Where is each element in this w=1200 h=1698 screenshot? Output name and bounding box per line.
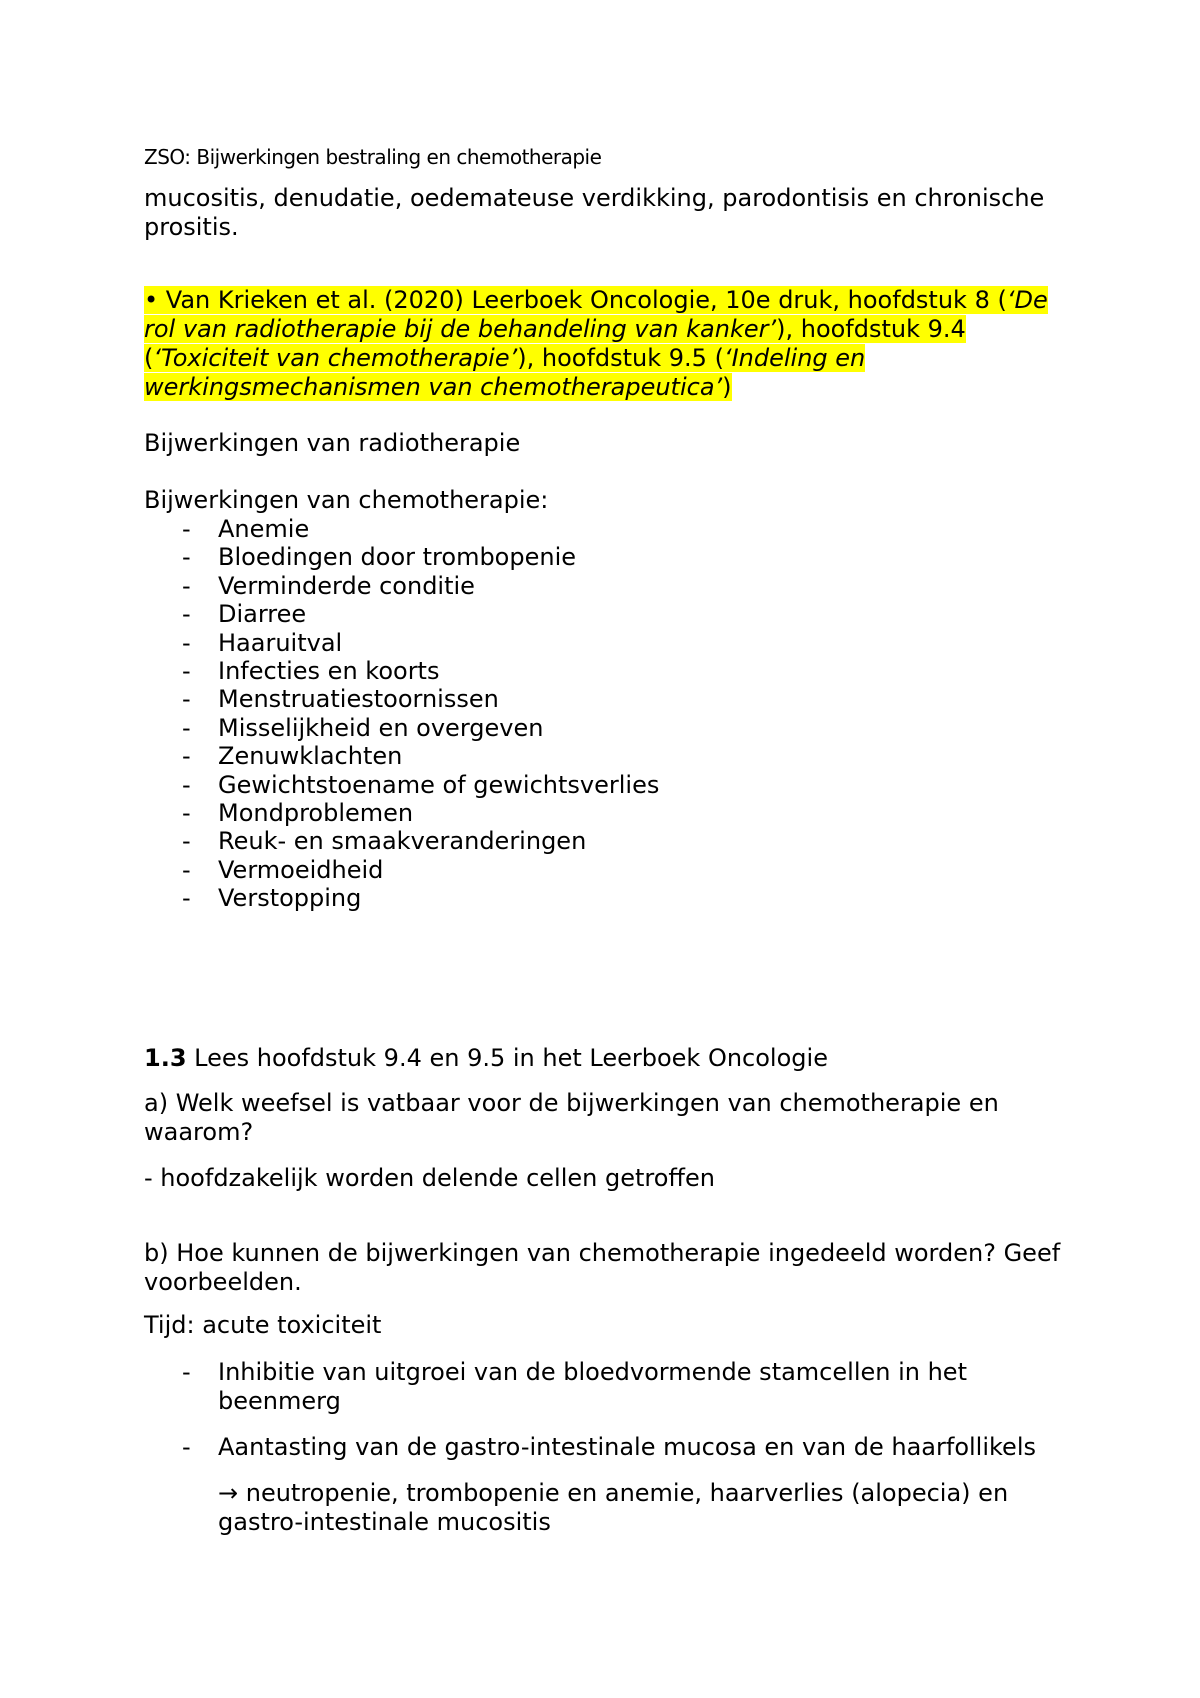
reference-paragraph [144, 286, 1074, 402]
list-item [144, 856, 1074, 884]
list-bullet: - [182, 628, 191, 657]
list-item-text: Verstopping [218, 884, 362, 913]
list-bullet: - [182, 600, 191, 629]
list-item [144, 884, 1074, 912]
reference-text: • Van Krieken et al. (2020) Leerboek Oncologie, 10e druk, hoofdstuk 8 (‘De rol van radiotherapie bij de behandeling van kanker’), hoofdstuk 9.4 (‘Toxiciteit van chemotherapie’), hoofdstuk 9.5 (‘Indeling en werkingsmechanismen van chemotherapeutica’) [144, 286, 1048, 401]
list-bullet: - [182, 1433, 191, 1461]
list-bullet: - [182, 515, 191, 543]
acute-item-text: Aantasting van de gastro-intestinale mucosa en van de haarfollikels [218, 1433, 1036, 1461]
page-title: ZSO: Bijwerkingen bestraling en chemotherapie [144, 145, 602, 169]
chemo-side-effects-list-wrap [144, 515, 1074, 913]
list-item-text: Haaruitval [218, 628, 343, 657]
section-number: 1.3 [144, 1044, 187, 1072]
question-a: a) Welk weefsel is vatbaar voor de bijwerkingen van chemotherapie en waarom? [144, 1089, 999, 1146]
arrow-icon: → [218, 1479, 239, 1507]
list-item [144, 543, 1074, 571]
intro-paragraph: mucositis, denudatie, oedemateuse verdikking, parodontisis en chronische prositis. [144, 184, 1045, 241]
answer-a: - hoofdzakelijk worden delende cellen getroffen [144, 1164, 715, 1192]
acute-item-1 [182, 1358, 1082, 1416]
list-item-text: Vermoeidheid [218, 855, 384, 884]
list-item [144, 515, 1074, 543]
list-bullet: - [182, 1358, 191, 1386]
list-bullet: - [182, 884, 191, 913]
list-item [144, 714, 1074, 742]
list-item [144, 742, 1074, 770]
list-item [144, 629, 1074, 657]
consequence-text: neutropenie, trombopenie en anemie, haarverlies (alopecia) en gastro-intestinale mucositis [218, 1479, 1009, 1536]
list-bullet: - [182, 742, 191, 771]
section-title: Lees hoofdstuk 9.4 en 9.5 in het Leerboek Oncologie [186, 1044, 828, 1072]
list-item [144, 657, 1074, 685]
chemotherapy-heading: Bijwerkingen van chemotherapie: [144, 486, 549, 514]
list-bullet: - [182, 657, 191, 686]
question-b: b) Hoe kunnen de bijwerkingen van chemotherapie ingedeeld worden? Geef voorbeelden. [144, 1239, 1061, 1296]
list-item-text: Mondproblemen [218, 799, 414, 828]
list-item-text: Misselijkheid en overgeven [218, 713, 544, 742]
reference-chapter-9-5: ‘Indeling en werkingsmechanismen van chemotherapeutica’ [144, 344, 866, 401]
acute-item-2 [182, 1433, 1082, 1462]
list-item [144, 685, 1074, 713]
list-item-text: Gewichtstoename of gewichtsverlies [218, 770, 660, 799]
list-item [144, 572, 1074, 600]
list-item-text: Infecties en koorts [218, 657, 440, 686]
list-bullet: - [182, 543, 191, 572]
chemo-side-effects-list [144, 515, 1074, 913]
list-bullet: - [182, 827, 191, 856]
list-item-text: Verminderde conditie [218, 571, 475, 600]
list-bullet: - [182, 571, 191, 600]
list-item-text: Menstruatiestoornissen [218, 685, 499, 714]
section-heading [144, 1044, 1074, 1073]
list-bullet: - [182, 770, 191, 799]
list-item [144, 771, 1074, 799]
list-bullet: - [182, 855, 191, 884]
radiotherapy-heading: Bijwerkingen van radiotherapie [144, 429, 521, 457]
reference-chapter-8: ‘De rol van radiotherapie bij de behandeling van kanker’ [144, 286, 1048, 343]
list-item-text: Reuk- en smaakveranderingen [218, 827, 587, 856]
consequence-line [218, 1479, 1048, 1537]
list-item-text: Bloedingen door trombopenie [218, 543, 577, 572]
acute-item-text: Inhibitie van uitgroei van de bloedvormende stamcellen in het beenmerg [218, 1358, 967, 1415]
list-bullet: - [182, 799, 191, 828]
list-item [144, 600, 1074, 628]
list-bullet: - [182, 685, 191, 714]
list-item [144, 799, 1074, 827]
reference-chapter-9-4: ‘Toxiciteit van chemotherapie’ [153, 344, 518, 372]
list-bullet: - [182, 713, 191, 742]
list-item [144, 827, 1074, 855]
tijd-line: Tijd: acute toxiciteit [144, 1311, 382, 1339]
list-item-text: Anemie [218, 515, 310, 543]
list-item-text: Zenuwklachten [218, 742, 403, 771]
list-item-text: Diarree [218, 600, 307, 629]
